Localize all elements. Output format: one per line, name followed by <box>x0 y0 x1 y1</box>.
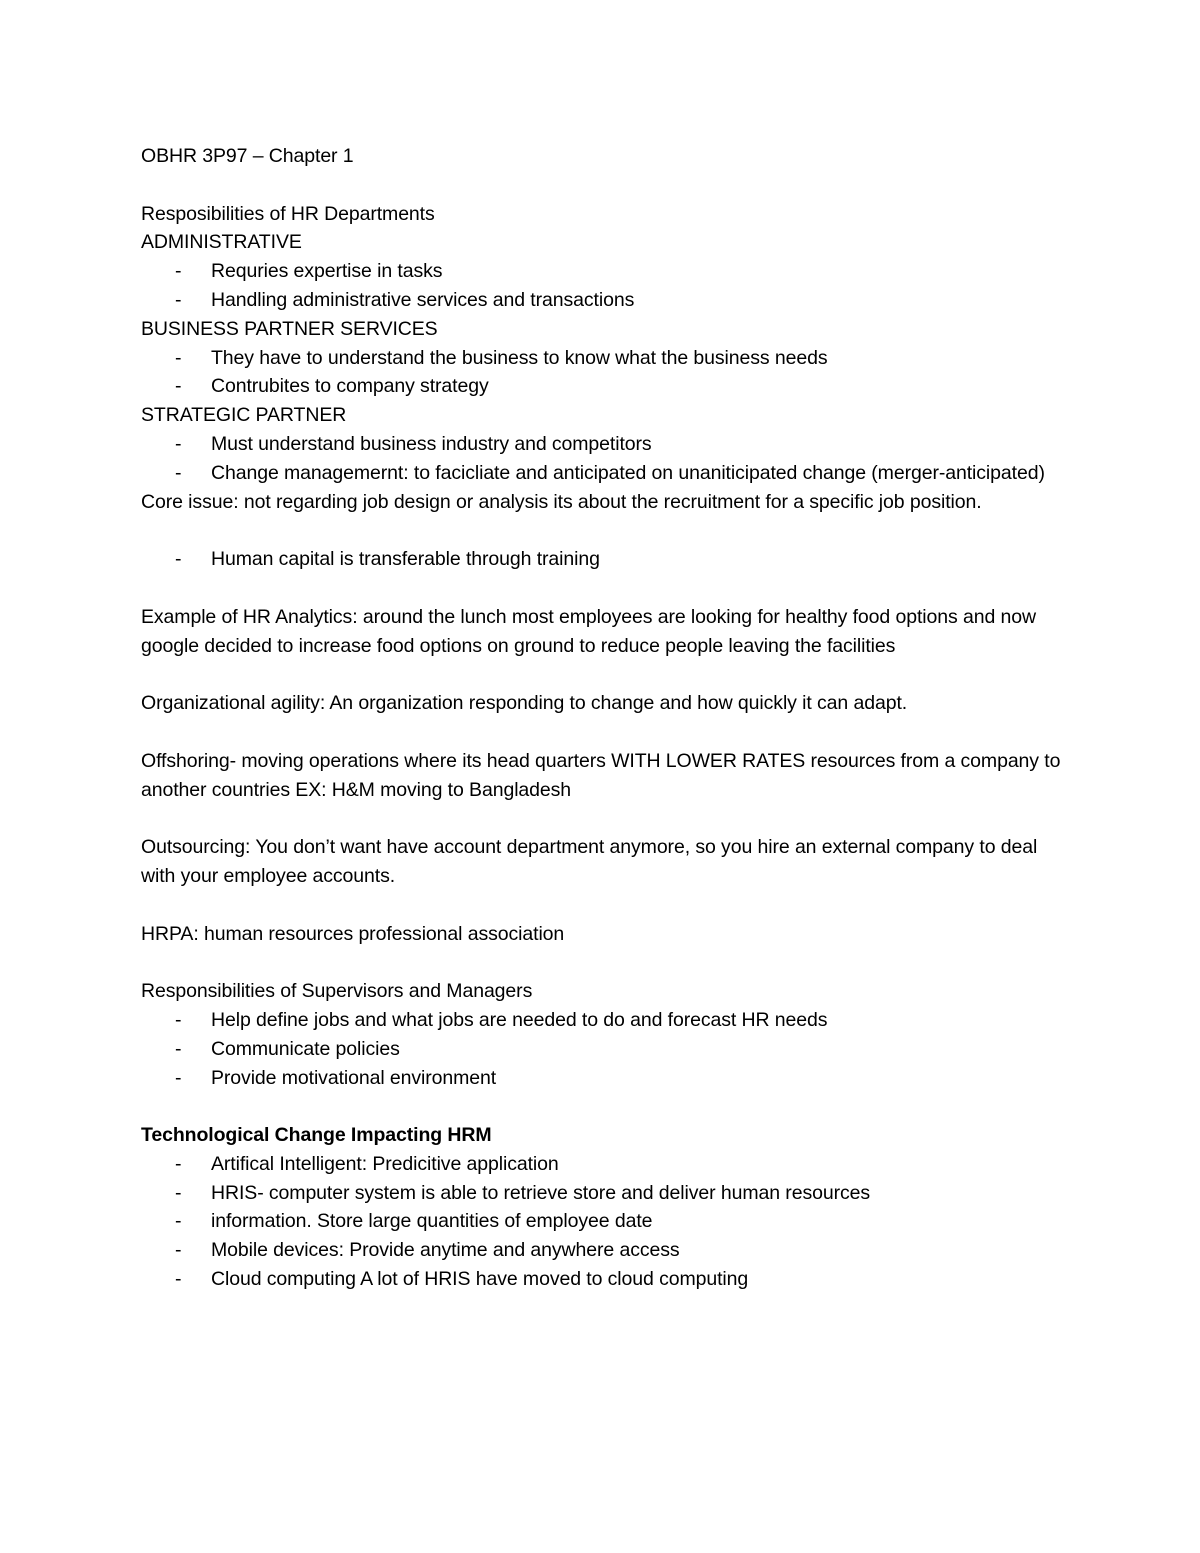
offshoring-paragraph: Offshoring- moving operations where its head quarters WITH LOWER RATES resources from a company to another countries EX: H&M moving to Bangladesh <box>141 749 1061 801</box>
dash-bullet: - <box>175 1268 182 1291</box>
dash-bullet: - <box>175 548 182 571</box>
list-item <box>141 1207 1071 1236</box>
list-item <box>141 257 1071 286</box>
dash-bullet: - <box>175 260 182 283</box>
list-item-text: HRIS- computer system is able to retrieve store and deliver human resources <box>211 1181 871 1204</box>
list-item <box>141 430 1071 459</box>
list-item <box>141 1035 1071 1064</box>
list-item-text: They have to understand the business to know what the business needs <box>211 346 828 369</box>
dash-bullet: - <box>175 1008 182 1031</box>
dash-bullet: - <box>175 1210 182 1233</box>
strategic-list <box>141 430 1071 488</box>
admin-heading: ADMINISTRATIVE <box>141 231 302 254</box>
list-item-text: information. Store large quantities of employee date <box>211 1210 653 1233</box>
list-item-text: Mobile devices: Provide anytime and anywhere access <box>211 1239 680 1262</box>
list-item-text: Must understand business industry and competitors <box>211 432 652 455</box>
list-item <box>141 545 1071 574</box>
list-item-text: Handling administrative services and transactions <box>211 288 635 311</box>
managers-heading: Responsibilities of Supervisors and Managers <box>141 980 533 1003</box>
dash-bullet: - <box>175 1181 182 1204</box>
blank-line <box>141 891 1071 920</box>
dash-bullet: - <box>175 1066 182 1089</box>
hr-analytics-paragraph: Example of HR Analytics: around the lunch most employees are looking for healthy food options and now google decided to increase food options on ground to reduce people leaving the facilities <box>141 605 1037 657</box>
agility-paragraph: Organizational agility: An organization responding to change and how quickly it can adapt. <box>141 692 908 715</box>
hrpa-paragraph: HRPA: human resources professional association <box>141 922 565 945</box>
strategic-heading: STRATEGIC PARTNER <box>141 404 347 427</box>
list-item <box>141 1265 1071 1294</box>
dash-bullet: - <box>175 1152 182 1175</box>
list-item <box>141 1179 1071 1208</box>
tech-list <box>141 1150 1071 1294</box>
list-item-text: Communicate policies <box>211 1037 400 1060</box>
list-item <box>141 286 1071 315</box>
list-item-text: Contrubites to company strategy <box>211 375 489 398</box>
list-item-text: Provide motivational environment <box>211 1066 497 1089</box>
list-item <box>141 1006 1071 1035</box>
managers-list <box>141 1006 1071 1092</box>
document-page <box>141 142 1071 1294</box>
blank-line <box>141 660 1071 689</box>
list-item-text: Cloud computing A lot of HRIS have moved to cloud computing <box>211 1268 749 1291</box>
dash-bullet: - <box>175 432 182 455</box>
dash-bullet: - <box>175 1037 182 1060</box>
doc-title: OBHR 3P97 – Chapter 1 <box>141 145 354 167</box>
list-item <box>141 459 1071 488</box>
dash-bullet: - <box>175 375 182 398</box>
list-item <box>141 1150 1071 1179</box>
outsourcing-paragraph: Outsourcing: You don’t want have account department anymore, so you hire an external company to deal with your employee accounts. <box>141 836 1038 887</box>
list-item <box>141 372 1071 401</box>
business-list <box>141 344 1071 402</box>
dash-bullet: - <box>175 1239 182 1262</box>
hr-resp-heading: Resposibilities of HR Departments <box>141 202 435 225</box>
tech-heading: Technological Change Impacting HRM <box>141 1124 492 1147</box>
dash-bullet: - <box>175 288 182 311</box>
core-issue: Core issue: not regarding job design or analysis its about the recruitment for a specific job position. <box>141 490 982 513</box>
list-item-text: Human capital is transferable through training <box>211 548 600 571</box>
blank-line <box>141 1092 1071 1121</box>
list-item-text: Artifical Intelligent: Predicitive application <box>211 1152 559 1175</box>
blank-line <box>141 516 1071 545</box>
blank-line <box>141 804 1071 833</box>
list-item-text: Change managemernt: to facicliate and anticipated on unaniticipated change (merger-anticipated) <box>211 461 1045 484</box>
list-item <box>141 1236 1071 1265</box>
business-heading: BUSINESS PARTNER SERVICES <box>141 317 438 340</box>
list-item-text: Requries expertise in tasks <box>211 260 443 283</box>
blank-line <box>141 948 1071 977</box>
list-item <box>141 344 1071 373</box>
admin-list <box>141 257 1071 315</box>
blank-line <box>141 574 1071 603</box>
dash-bullet: - <box>175 461 182 484</box>
dash-bullet: - <box>175 346 182 369</box>
list-item <box>141 1064 1071 1093</box>
human-capital-list <box>141 545 1071 574</box>
list-item-text: Help define jobs and what jobs are needed to do and forecast HR needs <box>211 1008 828 1031</box>
blank-line <box>141 718 1071 747</box>
blank-line <box>141 171 1071 200</box>
